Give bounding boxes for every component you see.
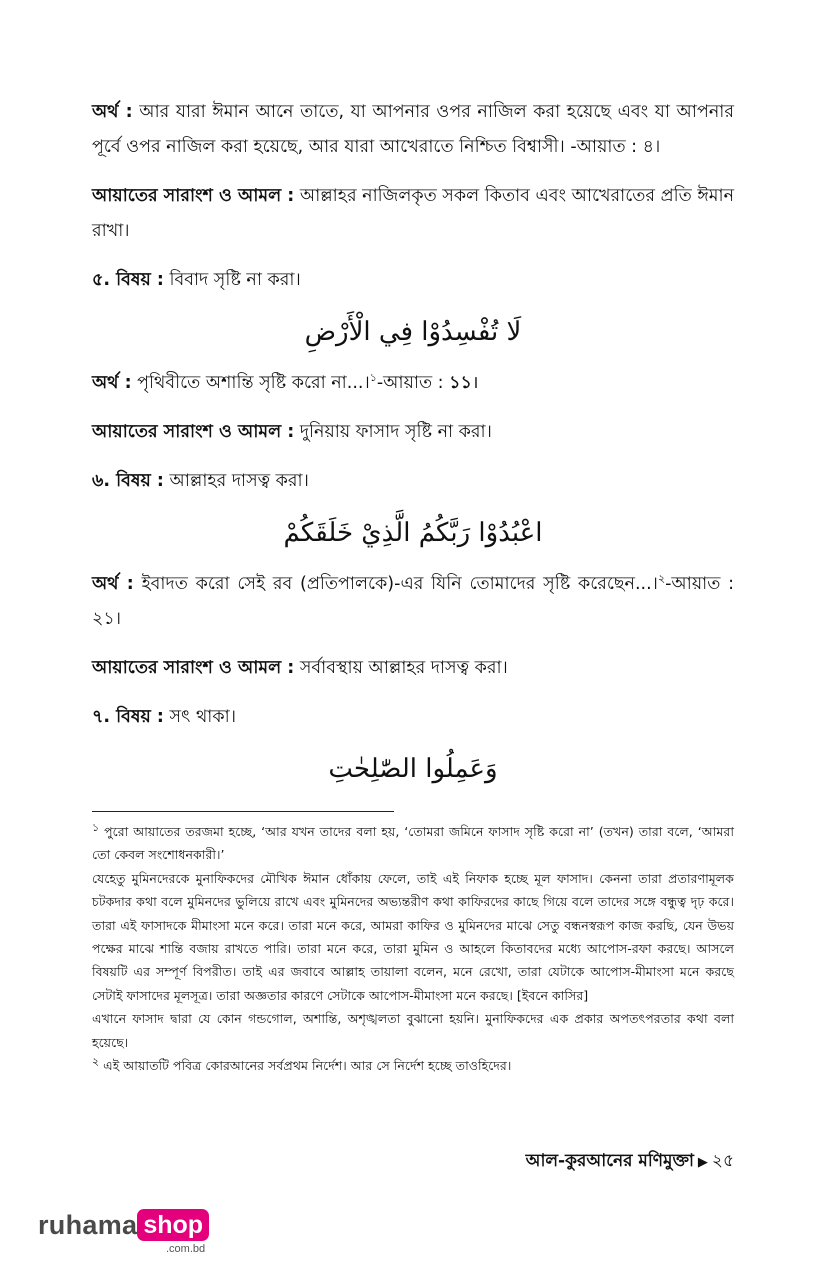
meaning-text: ইবাদত করো সেই রব (প্রতিপালকে)-এর যিনি তোমাদের সৃষ্টি করেছেন...।: [141, 574, 658, 594]
summary-paragraph-3: [92, 651, 734, 686]
footnote-text: পুরো আয়াতের তরজমা হচ্ছে, ‘আর যখন তাদের বলা হয়, ‘তোমরা জমিনে ফাসাদ সৃষ্টি করো না’ (তখন) তারা বলে, ‘আমরা তো কেবল সংশোধনকারী।’: [92, 824, 734, 863]
footnote-text: এই আয়াতটি পবিত্র কোরআনের সর্বপ্রথম নির্দেশ। আর সে নির্দেশ হচ্ছে তাওহিদের।: [103, 1058, 512, 1074]
footnote-1: [92, 820, 734, 867]
meaning-text: আর যারা ঈমান আনে তাতে, যা আপনার ওপর নাজিল করা হয়েছে এবং যা আপনার পূর্বে ওপর নাজিল করা হয়েছে, আর যারা আখেরাতে নিশ্চিত বিশ্বাসী। -আয়াত : ৪।: [92, 102, 734, 157]
logo-shop-badge: shop: [137, 1209, 209, 1241]
footnote-divider: [92, 811, 394, 812]
ayah-ref-prefix: -আয়াত :: [376, 373, 444, 393]
topic-label: ৬. বিষয় :: [92, 471, 164, 491]
book-title: আল-কুরআনের মণিমুক্তা: [525, 1151, 694, 1171]
topic-6: [92, 464, 734, 499]
footnote-ref-1[interactable]: ১: [369, 371, 377, 385]
logo-ruhama-text: ruhama: [38, 1210, 138, 1240]
topic-label: ৫. বিষয় :: [92, 270, 164, 290]
meaning-label: অর্থ :: [92, 373, 132, 393]
running-footer: [482, 1148, 734, 1176]
footnotes: [92, 820, 734, 1077]
ayah-ref-end: ।: [471, 373, 479, 393]
topic-text: বিবাদ সৃষ্টি না করা।: [169, 270, 301, 290]
arabic-verse-1: لَا تُفْسِدُوْا فِي الْأَرْضِ: [304, 317, 522, 347]
meaning-label: অর্থ :: [92, 574, 134, 594]
ayah-number: ১১: [449, 373, 472, 393]
logo-domain-text: .com.bd: [166, 1243, 206, 1255]
summary-text: দুনিয়ায় ফাসাদ সৃষ্টি না করা।: [299, 422, 492, 442]
summary-text: আল্লাহর নাজিলকৃত সকল কিতাব এবং আখেরাতের প্রতি ঈমান রাখা।: [92, 186, 735, 241]
meaning-label: অর্থ :: [92, 102, 133, 122]
footnote-marker: ২: [92, 1054, 100, 1068]
meaning-text: পৃথিবীতে অশান্তি সৃষ্টি করো না...।: [137, 373, 370, 393]
topic-5: [92, 263, 734, 298]
footnote-2: [92, 1054, 734, 1077]
footnote-marker: ১: [92, 820, 100, 834]
summary-label: আয়াতের সারাংশ ও আমল :: [92, 658, 295, 678]
summary-paragraph-2: [92, 415, 734, 450]
main-text: [92, 95, 734, 803]
page-number: ২৫: [711, 1151, 734, 1171]
triangle-right-icon: ▶: [697, 1155, 708, 1170]
footnote-ref-2[interactable]: ২: [657, 572, 666, 586]
topic-label: ৭. বিষয় :: [92, 707, 164, 727]
meaning-paragraph-3: [92, 567, 734, 637]
topic-text: আল্লাহর দাসত্ব করা।: [169, 471, 309, 491]
summary-label: আয়াতের সারাংশ ও আমল :: [92, 186, 295, 206]
arabic-verse-2: اعْبُدُوْا رَبَّكُمُ الَّذِيْ خَلَقَكُمْ: [283, 518, 543, 548]
ayah-ref: -আয়াত : ২১।: [92, 574, 735, 629]
ruhamashop-logo: [38, 1210, 209, 1260]
summary-label: আয়াতের সারাংশ ও আমল :: [92, 422, 295, 442]
meaning-paragraph-1: [92, 95, 734, 165]
topic-7: [92, 700, 734, 735]
summary-text: সর্বাবস্থায় আল্লাহর দাসত্ব করা।: [299, 658, 508, 678]
arabic-verse-3: وَعَمِلُوا الصّٰلِحٰتِ: [328, 754, 498, 784]
summary-paragraph-1: [92, 179, 734, 249]
meaning-paragraph-2: [92, 366, 734, 401]
topic-text: সৎ থাকা।: [169, 707, 236, 727]
footnote-1-para-3: এখানে ফাসাদ দ্বারা যে কোন গন্ডগোল, অশান্তি, অশৃঙ্খলতা বুঝানো হয়নি। মুনাফিকদের এক প্রকার অপতৎপরতার কথা বলা হয়েছে।: [92, 1011, 734, 1050]
footnote-1-para-2: যেহেতু মুমিনদেরকে মুনাফিকদের মৌখিক ঈমান ধোঁকায় ফেলে, তাই এই নিফাক হচ্ছে মূল ফাসাদ। কেননা তারা প্রতারণামূলক চটকদার কথা বলে মুমিনদের ভুলিয়ে রাখে এবং মুমিনদের অভ্যন্তরীণ কথা কাফিরদের কাছে গিয়ে বলে তাদের সঙ্গে বন্ধুত্ব দৃঢ় করে। তারা এই ফাসাদকে মীমাংসা মনে করে। তারা মনে করে, আমরা কাফির ও মুমিনদের মাঝে সেতু বন্ধনস্বরূপ কাজ করছি, যেন উভয় পক্ষের মাঝে শান্তি বজায় রাখতে পারি। তারা মনে করে, তারা মুমিন ও আহলে কিতাবদের মধ্যে আপোস-রফা করছে। আসলে বিষয়টি এর সম্পূর্ণ বিপরীত। তাই এর জবাবে আল্লাহ তায়ালা বলেন, মনে রেখো, তারা যেটাকে আপোস-মীমাংসা মনে করছে সেটাই ফাসাদের মূলসূত্র। তারা অজ্ঞতার কারণে সেটাকে আপোস-মীমাংসা মনে করছে। [ইবনে কাসির]: [92, 870, 734, 1003]
